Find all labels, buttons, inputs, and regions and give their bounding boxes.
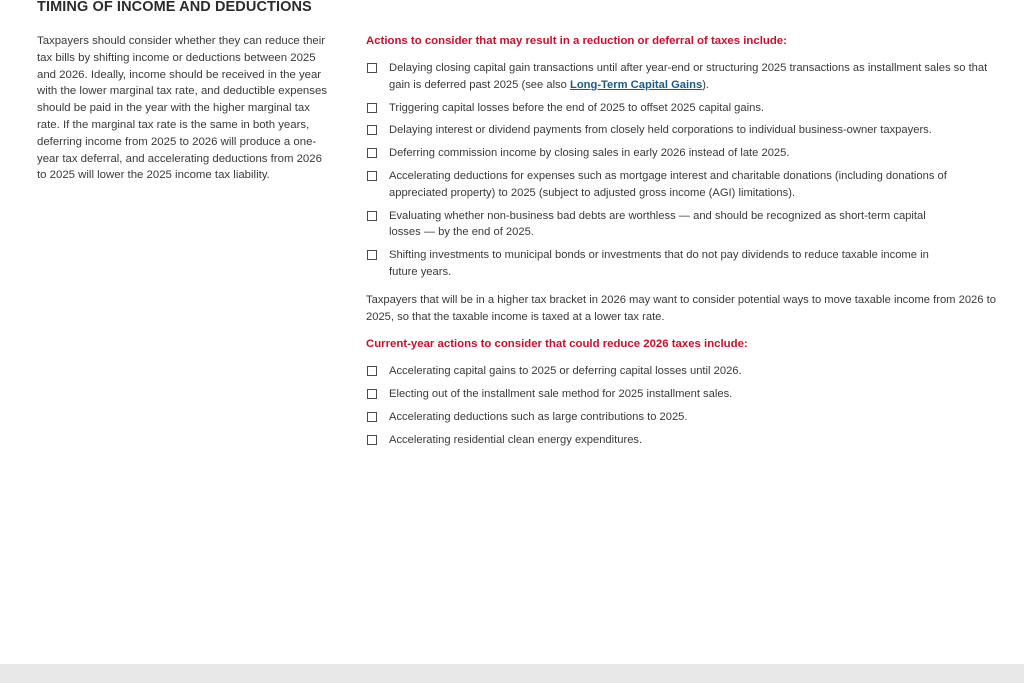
actions-column bbox=[366, 33, 996, 449]
checkbox-icon[interactable] bbox=[367, 211, 377, 221]
checklist-item: Deferring commission income by closing sales in early 2026 instead of late 2025. bbox=[366, 145, 996, 162]
page-title: TIMING OF INCOME AND DEDUCTIONS bbox=[37, 0, 312, 15]
checklist-item: Delaying closing capital gain transactions until after year-end or structuring 2025 transactions as installment sales so that gain is deferred past 2025 (see also Long-Term Capital Gains). bbox=[366, 60, 996, 94]
checkbox-icon[interactable] bbox=[367, 63, 377, 73]
checklist-item: Accelerating deductions such as large contributions to 2025. bbox=[366, 409, 996, 426]
section1-checklist bbox=[366, 60, 996, 281]
checkbox-icon[interactable] bbox=[367, 412, 377, 422]
checkbox-icon[interactable] bbox=[367, 389, 377, 399]
checklist-item: Evaluating whether non-business bad debts are worthless — and should be recognized as short-term capital losses — by the end of 2025. bbox=[366, 208, 996, 242]
checkbox-icon[interactable] bbox=[367, 366, 377, 376]
checklist-item: Accelerating capital gains to 2025 or deferring capital losses until 2026. bbox=[366, 363, 996, 380]
intro-paragraph: Taxpayers should consider whether they can reduce their tax bills by shifting income or deductions between 2025 and 2026. Ideally, income should be received in the year with the lower marginal tax rate, and deductible expenses should be paid in the year with the higher marginal tax rate. If the marginal tax rate is the same in both years, deferring income from 2025 to 2026 will produce a one-year tax deferral, and accelerating deductions from 2026 to 2025 will lower the 2025 income tax liability. bbox=[37, 35, 327, 182]
checkbox-icon[interactable] bbox=[367, 171, 377, 181]
footer-band bbox=[0, 664, 1024, 683]
checklist-item: Shifting investments to municipal bonds or investments that do not pay dividends to reduce taxable income in future years. bbox=[366, 247, 996, 281]
checkbox-icon[interactable] bbox=[367, 250, 377, 260]
middle-paragraph: Taxpayers that will be in a higher tax bracket in 2026 may want to consider potential ways to move taxable income from 2026 to 2025, so that the taxable income is taxed at a lower tax rate. bbox=[366, 293, 996, 323]
checkbox-icon[interactable] bbox=[367, 103, 377, 113]
checkbox-icon[interactable] bbox=[367, 148, 377, 158]
checklist-item: Accelerating deductions for expenses such as mortgage interest and charitable donations (including donations of appreciated property) to 2025 (subject to adjusted gross income (AGI) limitations). bbox=[366, 168, 996, 202]
checklist-item: Delaying interest or dividend payments from closely held corporations to individual business-owner taxpayers. bbox=[366, 122, 996, 139]
checklist-item: Electing out of the installment sale method for 2025 installment sales. bbox=[366, 386, 996, 403]
checkbox-icon[interactable] bbox=[367, 125, 377, 135]
section2-checklist bbox=[366, 363, 996, 448]
checkbox-icon[interactable] bbox=[367, 435, 377, 445]
section1-heading: Actions to consider that may result in a reduction or deferral of taxes include: bbox=[366, 35, 787, 47]
long-term-capital-gains-link[interactable]: Long-Term Capital Gains bbox=[569, 78, 703, 91]
checklist-item: Accelerating residential clean energy expenditures. bbox=[366, 432, 996, 449]
section2-heading: Current-year actions to consider that could reduce 2026 taxes include: bbox=[366, 338, 748, 351]
checklist-item: Triggering capital losses before the end of 2025 to offset 2025 capital gains. bbox=[366, 100, 996, 117]
